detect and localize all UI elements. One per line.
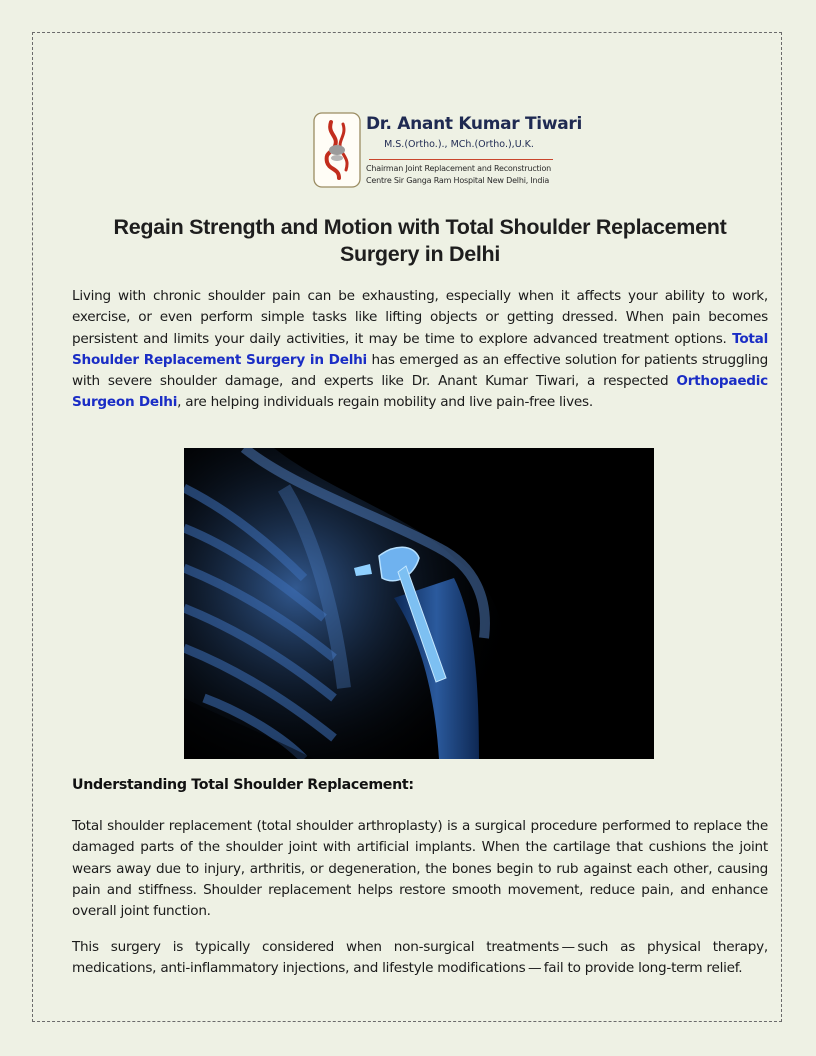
intro-text-1: Living with chronic shoulder pain can be exhausting, especially when it affects your ability to work, exercise, or even perform simple tasks like lifting objects or getting dressed. When pain becomes persistent and limits your daily activities, it may be time to explore advanced treatment options.: [72, 288, 768, 347]
logo-position-line2: Centre Sir Ganga Ram Hospital New Delhi, India: [366, 176, 550, 185]
shoulder-implant-xray-image: [184, 448, 654, 759]
section-paragraph-1: Total shoulder replacement (total shoulder arthroplasty) is a surgical procedure performed to replace the damaged parts of the shoulder joint with artificial implants. When the cartilage that cushions the joint wears away due to injury, arthritis, or degeneration, the bones begin to rub against each other, causing pain and stiffness. Shoulder replacement helps restore smooth movement, reduce pain, and enhance overall joint function.: [72, 818, 768, 920]
logo-position-line1: Chairman Joint Replacement and Reconstruction: [366, 164, 552, 173]
logo-divider: [369, 159, 553, 160]
header-logo: [313, 110, 583, 190]
knee-joint-emblem-icon: [313, 112, 361, 188]
logo-doctor-name: Dr. Anant Kumar Tiwari: [366, 114, 583, 134]
page-title: Regain Strength and Motion with Total Shoulder Replacement Surgery in Delhi: [113, 215, 727, 266]
section-heading: Understanding Total Shoulder Replacement:: [72, 777, 414, 793]
section-paragraph-2: This surgery is typically considered when non-surgical treatments — such as physical therapy, medications, anti-inflammatory injections, and lifestyle modifications — fail to provide long-term relief.: [72, 939, 768, 977]
intro-paragraph: [72, 286, 768, 414]
logo-qualifications: M.S.(Ortho.)., MCh.(Ortho.),U.K.: [384, 139, 534, 150]
orthopaedic-surgeon-link[interactable]: Orthopaedic Surgeon Delhi: [72, 373, 768, 411]
intro-text-2: has emerged as an effective solution for patients struggling with severe shoulder damage, and experts like Dr. Anant Kumar Tiwari, a respected: [72, 351, 769, 390]
intro-text-3: , are helping individuals regain mobility and live pain-free lives.: [177, 394, 593, 411]
shoulder-surgery-link[interactable]: Total Shoulder Replacement Surgery in Delhi: [72, 330, 768, 368]
